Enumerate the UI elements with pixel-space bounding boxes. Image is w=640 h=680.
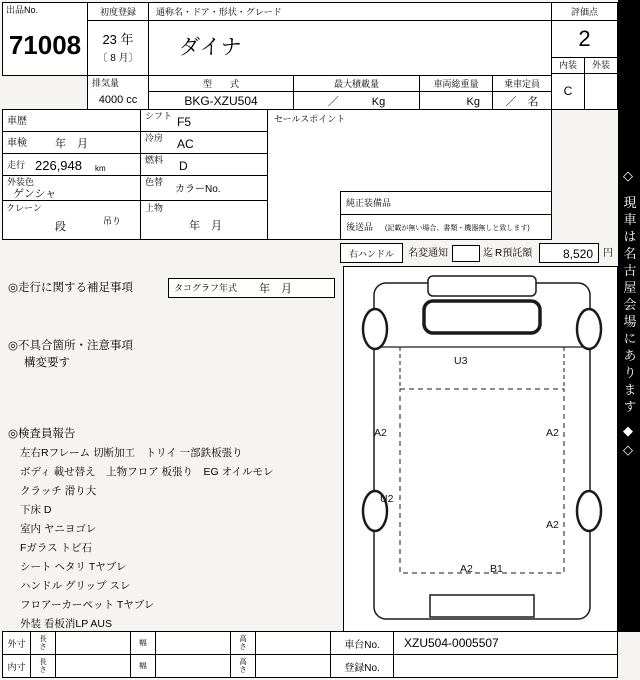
damage-mark: B1 — [490, 563, 503, 575]
sales-point-label: セールスポイント — [274, 114, 346, 124]
oem-equipment-label: 純正装備品 — [346, 198, 392, 208]
first-registration-header — [87, 2, 149, 21]
outer-width-value-cell — [155, 631, 231, 655]
interior-exterior-cell — [551, 73, 618, 110]
width-label: 幅 — [139, 661, 147, 670]
chassis-no-label-cell — [330, 631, 394, 655]
report-line: Fガラス トビ石 — [20, 542, 93, 554]
exterior-label: 外装 — [591, 60, 610, 70]
defect-note: 構変要す — [24, 357, 70, 369]
first-registration-month: 〔 8 月〕 — [97, 53, 139, 64]
truck-top-view-icon — [344, 267, 617, 631]
later-items-label: 後送品 — [346, 222, 374, 232]
inner-height-label-cell — [230, 654, 256, 678]
inner-dim-label: 内寸 — [7, 661, 26, 672]
handle-cell — [340, 243, 403, 263]
shift-cell — [140, 109, 268, 132]
damage-diagram-box — [343, 266, 618, 632]
report-line: クラッチ 滑り大 — [20, 485, 97, 497]
crane-step-label: 段 — [55, 221, 66, 233]
inner-height-value-cell — [255, 654, 331, 678]
crane-cell — [2, 200, 141, 240]
deposit-value: 8,520 — [562, 247, 593, 261]
registration-no-label-cell — [330, 654, 394, 678]
max-load-label: 最大積載量 — [333, 79, 379, 89]
inner-width-label-cell — [130, 654, 156, 678]
crane-label: クレーン — [6, 203, 42, 213]
height-label: 高さ — [239, 634, 247, 651]
inspection-cell — [2, 131, 141, 154]
history-cell — [2, 109, 141, 132]
upper-body-cell — [140, 200, 268, 240]
damage-mark: A2 — [374, 427, 387, 439]
length-label: 長さ — [39, 657, 47, 674]
inspector-title: ◎検査員報告 — [8, 428, 76, 440]
vehicle-name-header — [148, 2, 552, 21]
mileage-note-title: ◎走行に関する補足事項 — [8, 282, 134, 294]
damage-mark: A2 — [460, 563, 473, 575]
model-value: BKG-XZU504 — [184, 93, 258, 108]
exterior-color-cell — [2, 175, 141, 201]
tachograph-label: タコグラフ年式 — [174, 283, 238, 293]
score-cell — [551, 20, 618, 58]
deposit-label: R預託額 — [495, 248, 533, 259]
max-load-value: ／ Kg — [327, 95, 386, 108]
report-line: 室内 ヤニヨゴレ — [20, 523, 97, 535]
exterior-color-label: 外装色 — [7, 177, 35, 187]
name-change-box — [452, 245, 480, 262]
displacement-value: 4000 cc — [98, 94, 138, 106]
fuel-label: 燃料 — [145, 155, 164, 165]
interior-exterior-header — [551, 57, 618, 74]
width-label: 幅 — [139, 638, 147, 647]
lot-number-value: 71008 — [8, 30, 82, 60]
deposit-box — [539, 243, 599, 263]
exterior-color-value: ゲンシャ — [13, 188, 57, 200]
yen-label: 円 — [603, 248, 613, 259]
height-label: 高さ — [239, 657, 247, 674]
gross-weight-label: 車両総重量 — [433, 79, 479, 89]
chassis-no-label: 車台No. — [344, 639, 380, 651]
mileage-label: 走行 — [7, 160, 26, 170]
capacity-cell — [492, 91, 552, 110]
recolor-cell — [140, 175, 268, 201]
handle-label: 右ハンドル — [348, 248, 394, 259]
registration-no-label: 登録No. — [344, 662, 380, 674]
ac-label: 冷房 — [145, 133, 164, 143]
outer-length-value-cell — [55, 631, 131, 655]
mileage-value: 226,948 — [35, 158, 82, 173]
capacity-value: ／ 名 — [505, 95, 539, 108]
shift-label: シフト — [145, 111, 173, 121]
max-load-cell — [293, 91, 420, 110]
inspector-report-list — [20, 444, 340, 634]
max-load-header — [293, 75, 420, 92]
model-header — [148, 75, 294, 92]
lot-number-cell — [2, 2, 88, 76]
inspection-value: 年 月 — [55, 138, 88, 150]
vehicle-name-value: ダイナ — [179, 36, 242, 59]
ac-cell — [140, 131, 268, 154]
outer-height-value-cell — [255, 631, 331, 655]
damage-mark: U3 — [454, 355, 468, 367]
lot-number-label: 出品No. — [6, 5, 39, 15]
score-label: 評価点 — [570, 7, 598, 17]
registration-no-value-cell — [393, 654, 618, 678]
score-header — [551, 2, 618, 21]
tachograph-cell — [168, 278, 335, 298]
interior-grade-value: C — [552, 74, 585, 109]
first-registration-label: 初度登録 — [99, 7, 136, 17]
upper-body-value: 年 月 — [189, 220, 222, 232]
inner-length-value-cell — [55, 654, 131, 678]
damage-mark: A2 — [546, 519, 559, 531]
fuel-cell — [140, 153, 268, 176]
venue-banner — [618, 0, 640, 632]
damage-mark: U2 — [380, 493, 394, 505]
history-label: 車歴 — [7, 116, 27, 127]
inspection-label: 車検 — [7, 138, 27, 149]
vehicle-name-header-label: 通称名・ドア・形状・グレード — [156, 7, 282, 17]
outer-height-label-cell — [230, 631, 256, 655]
chassis-no-value: XZU504-0005507 — [404, 636, 499, 650]
report-line: ボディ 載せ替え 上物フロア 板張り EG オイルモレ — [20, 466, 274, 478]
report-line: 下床 D — [20, 504, 52, 516]
outer-width-label-cell — [130, 631, 156, 655]
interior-label: 内装 — [552, 58, 585, 73]
until-label: 迄 — [483, 248, 493, 259]
chassis-no-value-cell — [393, 631, 618, 655]
defect-title: ◎不具合箇所・注意事項 — [8, 340, 134, 352]
color-no-label: カラーNo. — [175, 184, 221, 195]
displacement-label: 排気量 — [92, 78, 120, 88]
displacement-cell — [87, 75, 149, 110]
report-line: フロアーカーペット Tヤブレ — [20, 599, 155, 611]
length-label: 長さ — [39, 634, 47, 651]
outer-dim-label-cell — [2, 631, 31, 655]
oem-equipment-cell — [340, 191, 552, 215]
inner-length-label-cell — [30, 654, 56, 678]
inner-width-value-cell — [155, 654, 231, 678]
mileage-unit: km — [95, 164, 106, 173]
gross-weight-value: Kg — [466, 96, 480, 108]
upper-body-label: 上物 — [145, 203, 164, 213]
outer-length-label-cell — [30, 631, 56, 655]
model-cell — [148, 91, 294, 110]
ac-value: AC — [177, 137, 194, 151]
vehicle-name-cell — [148, 20, 552, 76]
report-line: 外装 看板消LP AUS — [20, 618, 112, 630]
gross-weight-cell — [419, 91, 493, 110]
report-line: シート ヘタリ Tヤブレ — [20, 561, 127, 573]
mileage-cell — [2, 153, 141, 176]
shift-value: F5 — [177, 115, 192, 129]
recolor-label: 色替 — [145, 177, 164, 187]
report-line: 左右Rフレーム 切断加工 トリイ 一部鉄板張り — [20, 447, 243, 459]
first-registration-year: 23 年 — [102, 32, 134, 47]
capacity-label: 乗車定員 — [503, 79, 540, 89]
score-value: 2 — [578, 26, 591, 51]
report-line: ハンドル グリップ スレ — [20, 580, 131, 592]
model-label: 型 式 — [202, 79, 239, 89]
capacity-header — [492, 75, 552, 92]
later-items-note: (記載が無い場合、書類・機器無しと致します) — [385, 225, 530, 232]
later-items-cell — [340, 214, 552, 240]
outer-dim-label: 外寸 — [7, 638, 26, 649]
damage-mark: A2 — [546, 427, 559, 439]
crane-hoist-label: 吊り — [103, 216, 122, 226]
gross-weight-header — [419, 75, 493, 92]
fuel-value: D — [179, 159, 188, 173]
venue-banner-text: ◇ 現車は名古屋会場にあります ◆◇ — [621, 169, 637, 463]
name-change-label: 名変通知 — [408, 248, 448, 259]
exterior-grade-value — [585, 74, 617, 109]
tachograph-value: 年 月 — [259, 283, 292, 295]
first-registration-cell — [87, 20, 149, 76]
inner-dim-label-cell — [2, 654, 31, 678]
